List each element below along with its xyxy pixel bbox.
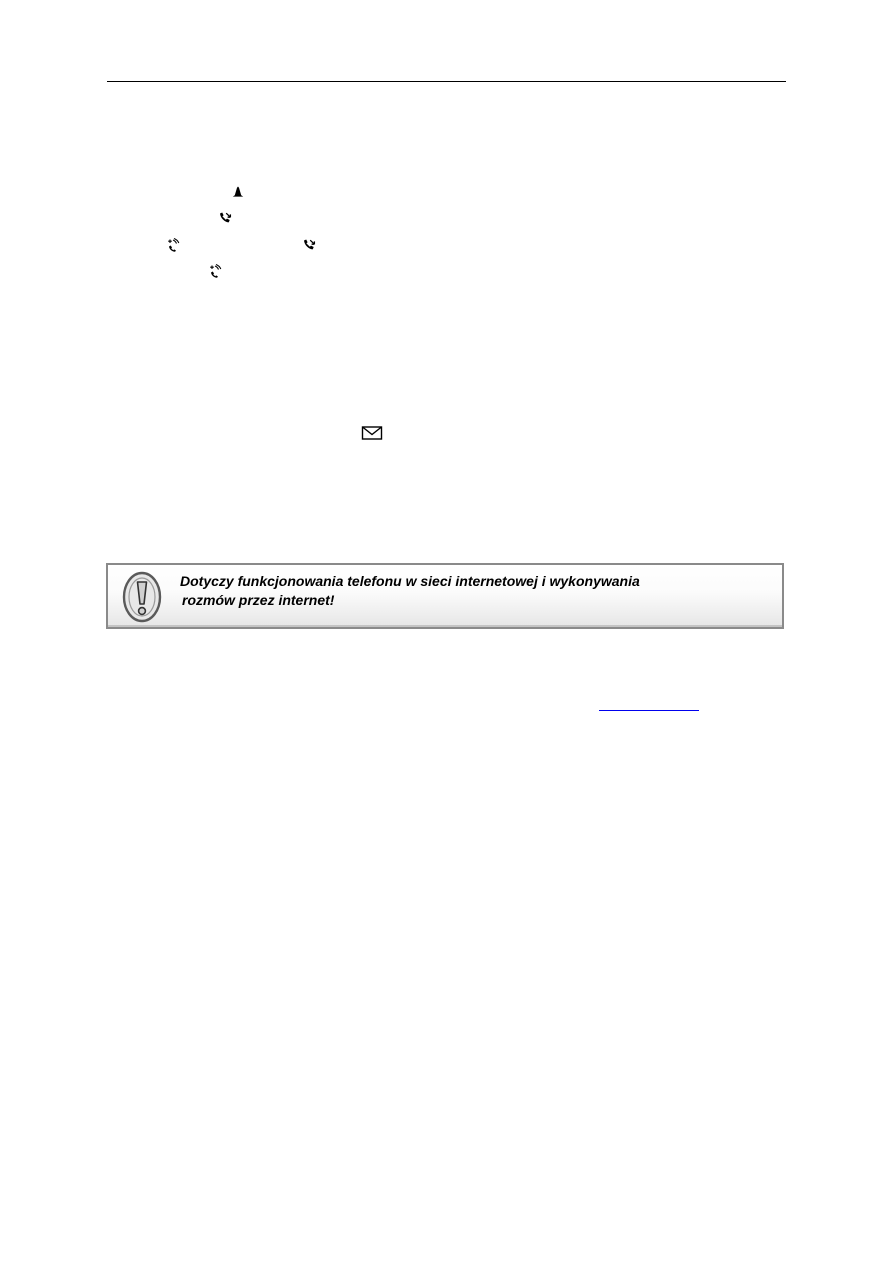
web-link[interactable] bbox=[599, 710, 699, 711]
handset-ringing-icon bbox=[166, 238, 180, 252]
warning-note bbox=[106, 563, 784, 629]
envelope-icon bbox=[361, 425, 383, 441]
warning-note-text bbox=[180, 572, 640, 610]
handset-ringing-icon bbox=[208, 264, 222, 278]
header-rule bbox=[107, 81, 786, 82]
warning-note-line: Dotyczy funkcjonowania telefonu w sieci internetowej i wykonywania bbox=[180, 573, 640, 589]
phone-arrow-icon bbox=[218, 211, 232, 225]
warning-note-line: rozmów przez internet! bbox=[182, 592, 335, 608]
phone-arrow-icon bbox=[302, 238, 316, 252]
bell-icon bbox=[231, 185, 245, 199]
exclamation-icon bbox=[116, 571, 168, 623]
